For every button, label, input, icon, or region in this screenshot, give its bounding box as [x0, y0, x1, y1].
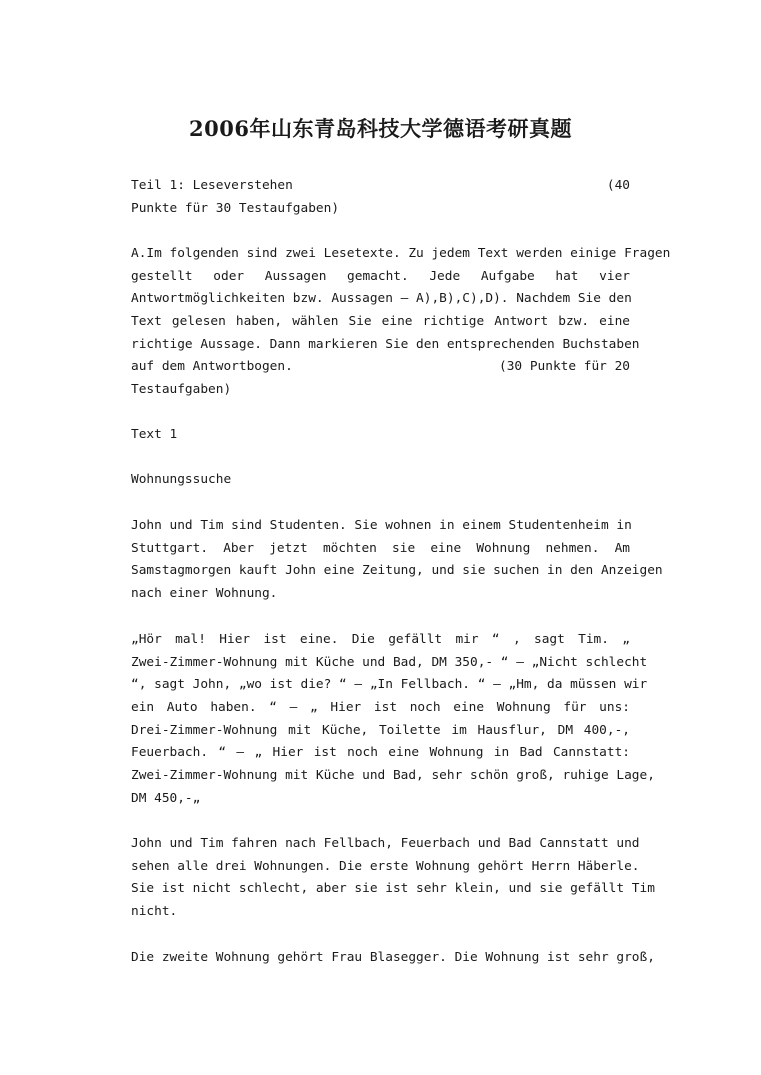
paragraph-line: John und Tim fahren nach Fellbach, Feuerbach und Bad Cannstatt und [131, 836, 640, 851]
reading-paragraph-2 [131, 629, 655, 811]
text-title [131, 469, 630, 492]
paragraph-line [131, 356, 630, 379]
paragraph-line: DM 450,-„ [131, 790, 201, 806]
paragraph-line: Die zweite Wohnung gehört Frau Blasegger. Die Wohnung ist sehr groß, [131, 950, 655, 965]
paragraph-line: ein Auto haben. “ – „ Hier ist noch eine Wohnung für uns: [131, 700, 630, 716]
paragraph-line: nach einer Wohnung. [131, 586, 278, 602]
paragraph-line: Drei-Zimmer-Wohnung mit Küche, Toilette im Hausflur, DM 400,-, [131, 722, 630, 738]
instructions-paragraph [131, 243, 671, 402]
paragraph-line: sehen alle drei Wohnungen. Die erste Wohnung gehört Herrn Häberle. [131, 858, 640, 874]
reading-paragraph-4 [131, 947, 655, 970]
paragraph-line: gestellt oder Aussagen gemacht. Jede Aufgabe hat vier [131, 268, 630, 284]
paragraph-line: Zwei-Zimmer-Wohnung mit Küche und Bad, DM 350,- “ – „Nicht schlecht [131, 654, 648, 670]
paragraph-line: Testaufgaben) [131, 382, 232, 398]
paragraph-line: Stuttgart. Aber jetzt möchten sie eine Wohnung nehmen. Am [131, 540, 630, 556]
instructions-points: (30 Punkte für 20 [499, 359, 630, 375]
section-title: Teil 1: Leseverstehen [131, 178, 293, 193]
section-points: (40 [606, 178, 630, 193]
reading-paragraph-1 [131, 515, 663, 606]
instructions-text: auf dem Antwortbogen. [131, 359, 293, 375]
paragraph-line: Sie ist nicht schlecht, aber sie ist sehr klein, und sie gefällt Tim [131, 881, 655, 897]
paragraph-line: Feuerbach. “ – „ Hier ist noch eine Wohnung in Bad Cannstatt: [131, 745, 630, 761]
paragraph-line: “, sagt John, „wo ist die? “ – „In Fellbach. “ – „Hm, da müssen wir [131, 677, 648, 693]
section-heading [131, 175, 630, 220]
paragraph-line: „Hör mal! Hier ist eine. Die gefällt mir “ , sagt Tim. „ [131, 632, 630, 647]
reading-paragraph-3 [131, 833, 655, 924]
paragraph-line: Zwei-Zimmer-Wohnung mit Küche und Bad, sehr schön groß, ruhige Lage, [131, 768, 655, 784]
section-heading-line: Punkte für 30 Testaufgaben) [131, 200, 340, 216]
text-label-line: Text 1 [131, 427, 178, 442]
paragraph-line: A.Im folgenden sind zwei Lesetexte. Zu jedem Text werden einige Fragen [131, 246, 671, 261]
section-heading-line [131, 175, 630, 198]
paragraph-line: Samstagmorgen kauft John eine Zeitung, und sie suchen in den Anzeigen [131, 563, 663, 579]
paragraph-line: nicht. [131, 904, 178, 920]
text-title-line: Wohnungssuche [131, 472, 232, 487]
paragraph-line: Antwortmöglichkeiten bzw. Aussagen – A),B),C),D). Nachdem Sie den [131, 291, 632, 307]
page-title: 2006年山东青岛科技大学德语考研真题 [189, 116, 572, 141]
paragraph-line: John und Tim sind Studenten. Sie wohnen in einem Studentenheim in [131, 518, 632, 533]
paragraph-line: Text gelesen haben, wählen Sie eine richtige Antwort bzw. eine [131, 314, 630, 330]
paragraph-line: richtige Aussage. Dann markieren Sie den entsprechenden Buchstaben [131, 336, 640, 352]
text-label [131, 424, 630, 447]
